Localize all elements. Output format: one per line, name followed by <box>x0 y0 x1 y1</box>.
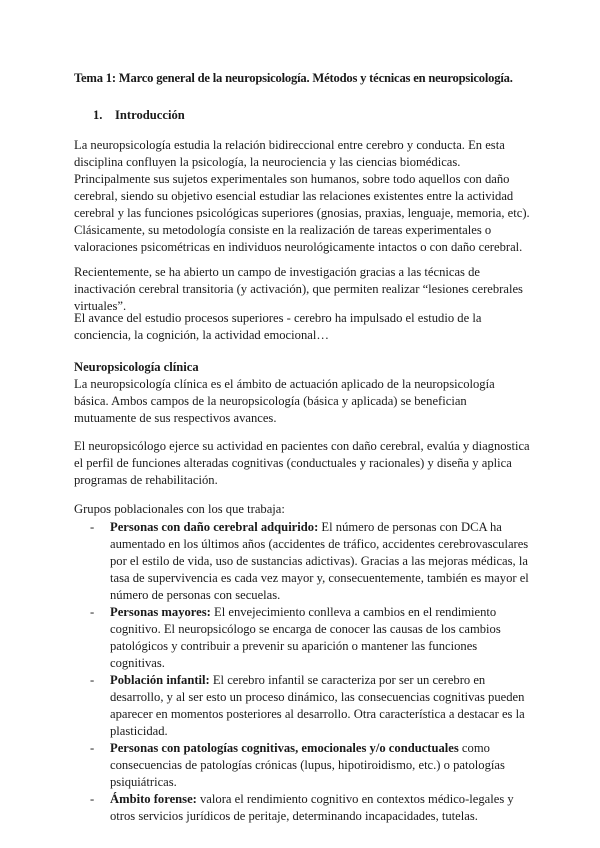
list-item-text: El número de personas con DCA ha aumentado en los últimos años (accidentes de tráfico, accidentes cerebrovasculares por el estilo de vida, uso de sustancias adictivas). Gracias a las mejoras médicas, la tasa de supervivencia es cada vez mayor y, consecuentemente, también es mayor el número de personas con secuelas. <box>110 520 529 602</box>
list-item-text: como consecuencias de patologías crónicas (lupus, hipotiroidismo, etc.) o patologías psiquiátricas. <box>110 741 505 789</box>
list-item-term: Población infantil: <box>110 673 210 687</box>
intro-paragraph-2: Recientemente, se ha abierto un campo de investigación gracias a las técnicas de inactivación cerebral transitoria (y activación), que permiten realizar “lesiones cerebrales virtuales”. <box>74 265 523 313</box>
list-item-term: Personas con patologías cognitivas, emocionales y/o conductuales <box>110 741 459 755</box>
intro-paragraph-1: La neuropsicología estudia la relación bidireccional entre cerebro y conducta. En esta disciplina confluyen la psicología, la neurociencia y las ciencias biomédicas. Principalmente sus sujetos experimentales son humanos, sobre todo aquellos con daño cerebral, siendo su objetivo esencial estudiar las relaciones existentes entre la actividad cerebral y las funciones psicológicas superiores (gnosias, praxias, lenguaje, memoria, etc). Clásicamente, su metodología consiste en la realización de tareas experimentales o valoraciones psicométricas en individuos neurológicamente intactos o con daño cerebral. <box>74 138 530 254</box>
population-groups-list <box>74 519 530 825</box>
section-number: 1. <box>93 108 103 122</box>
list-item <box>74 740 530 791</box>
list-item <box>74 791 530 825</box>
list-item-text: El envejecimiento conlleva a cambios en el rendimiento cognitivo. El neuropsicólogo se encarga de conocer las causas de los cambios patológicos y contribuir a prevenir su aparición o mantener las funciones cognitivas. <box>110 605 501 670</box>
list-dash: - <box>90 605 95 619</box>
list-item-text: valora el rendimiento cognitivo en contextos médico-legales y otros servicios jurídicos de peritaje, determinando incapacidades, tutelas. <box>110 792 514 823</box>
groups-intro: Grupos poblacionales con los que trabaja: <box>74 502 285 516</box>
list-item <box>74 604 530 672</box>
clinical-paragraph-2: El neuropsicólogo ejerce su actividad en pacientes con daño cerebral, evalúa y diagnostica el perfil de funciones alteradas cognitivas (conductuales y racionales) y diseña y aplica programas de rehabilitación. <box>74 439 530 487</box>
list-item <box>74 672 530 740</box>
list-item <box>74 519 530 604</box>
clinical-heading: Neuropsicología clínica <box>74 360 199 374</box>
list-dash: - <box>90 673 95 687</box>
section-heading-text: Introducción <box>115 108 185 122</box>
list-dash: - <box>90 520 95 534</box>
intro-paragraph-3: El avance del estudio procesos superiores - cerebro ha impulsado el estudio de la conciencia, la cognición, la actividad emocional… <box>74 311 482 342</box>
document-title: Tema 1: Marco general de la neuropsicología. Métodos y técnicas en neuropsicología. <box>74 71 513 85</box>
section-heading <box>93 107 185 124</box>
list-item-term: Ámbito forense: <box>110 792 197 806</box>
list-item-text: El cerebro infantil se caracteriza por ser un cerebro en desarrollo, y al ser esto un proceso dinámico, las consecuencias cognitivas pueden aparecer en momentos posteriores al desarrollo. Otra característica a destacar es la plasticidad. <box>110 673 525 738</box>
list-item-term: Personas con daño cerebral adquirido: <box>110 520 319 534</box>
list-item-term: Personas mayores: <box>110 605 211 619</box>
list-dash: - <box>90 792 95 806</box>
list-dash: - <box>90 741 95 755</box>
clinical-paragraph-1: La neuropsicología clínica es el ámbito de actuación aplicado de la neuropsicología básica. Ambos campos de la neuropsicología (básica y aplicada) se benefician mutuamente de sus respectivos avances. <box>74 377 495 425</box>
